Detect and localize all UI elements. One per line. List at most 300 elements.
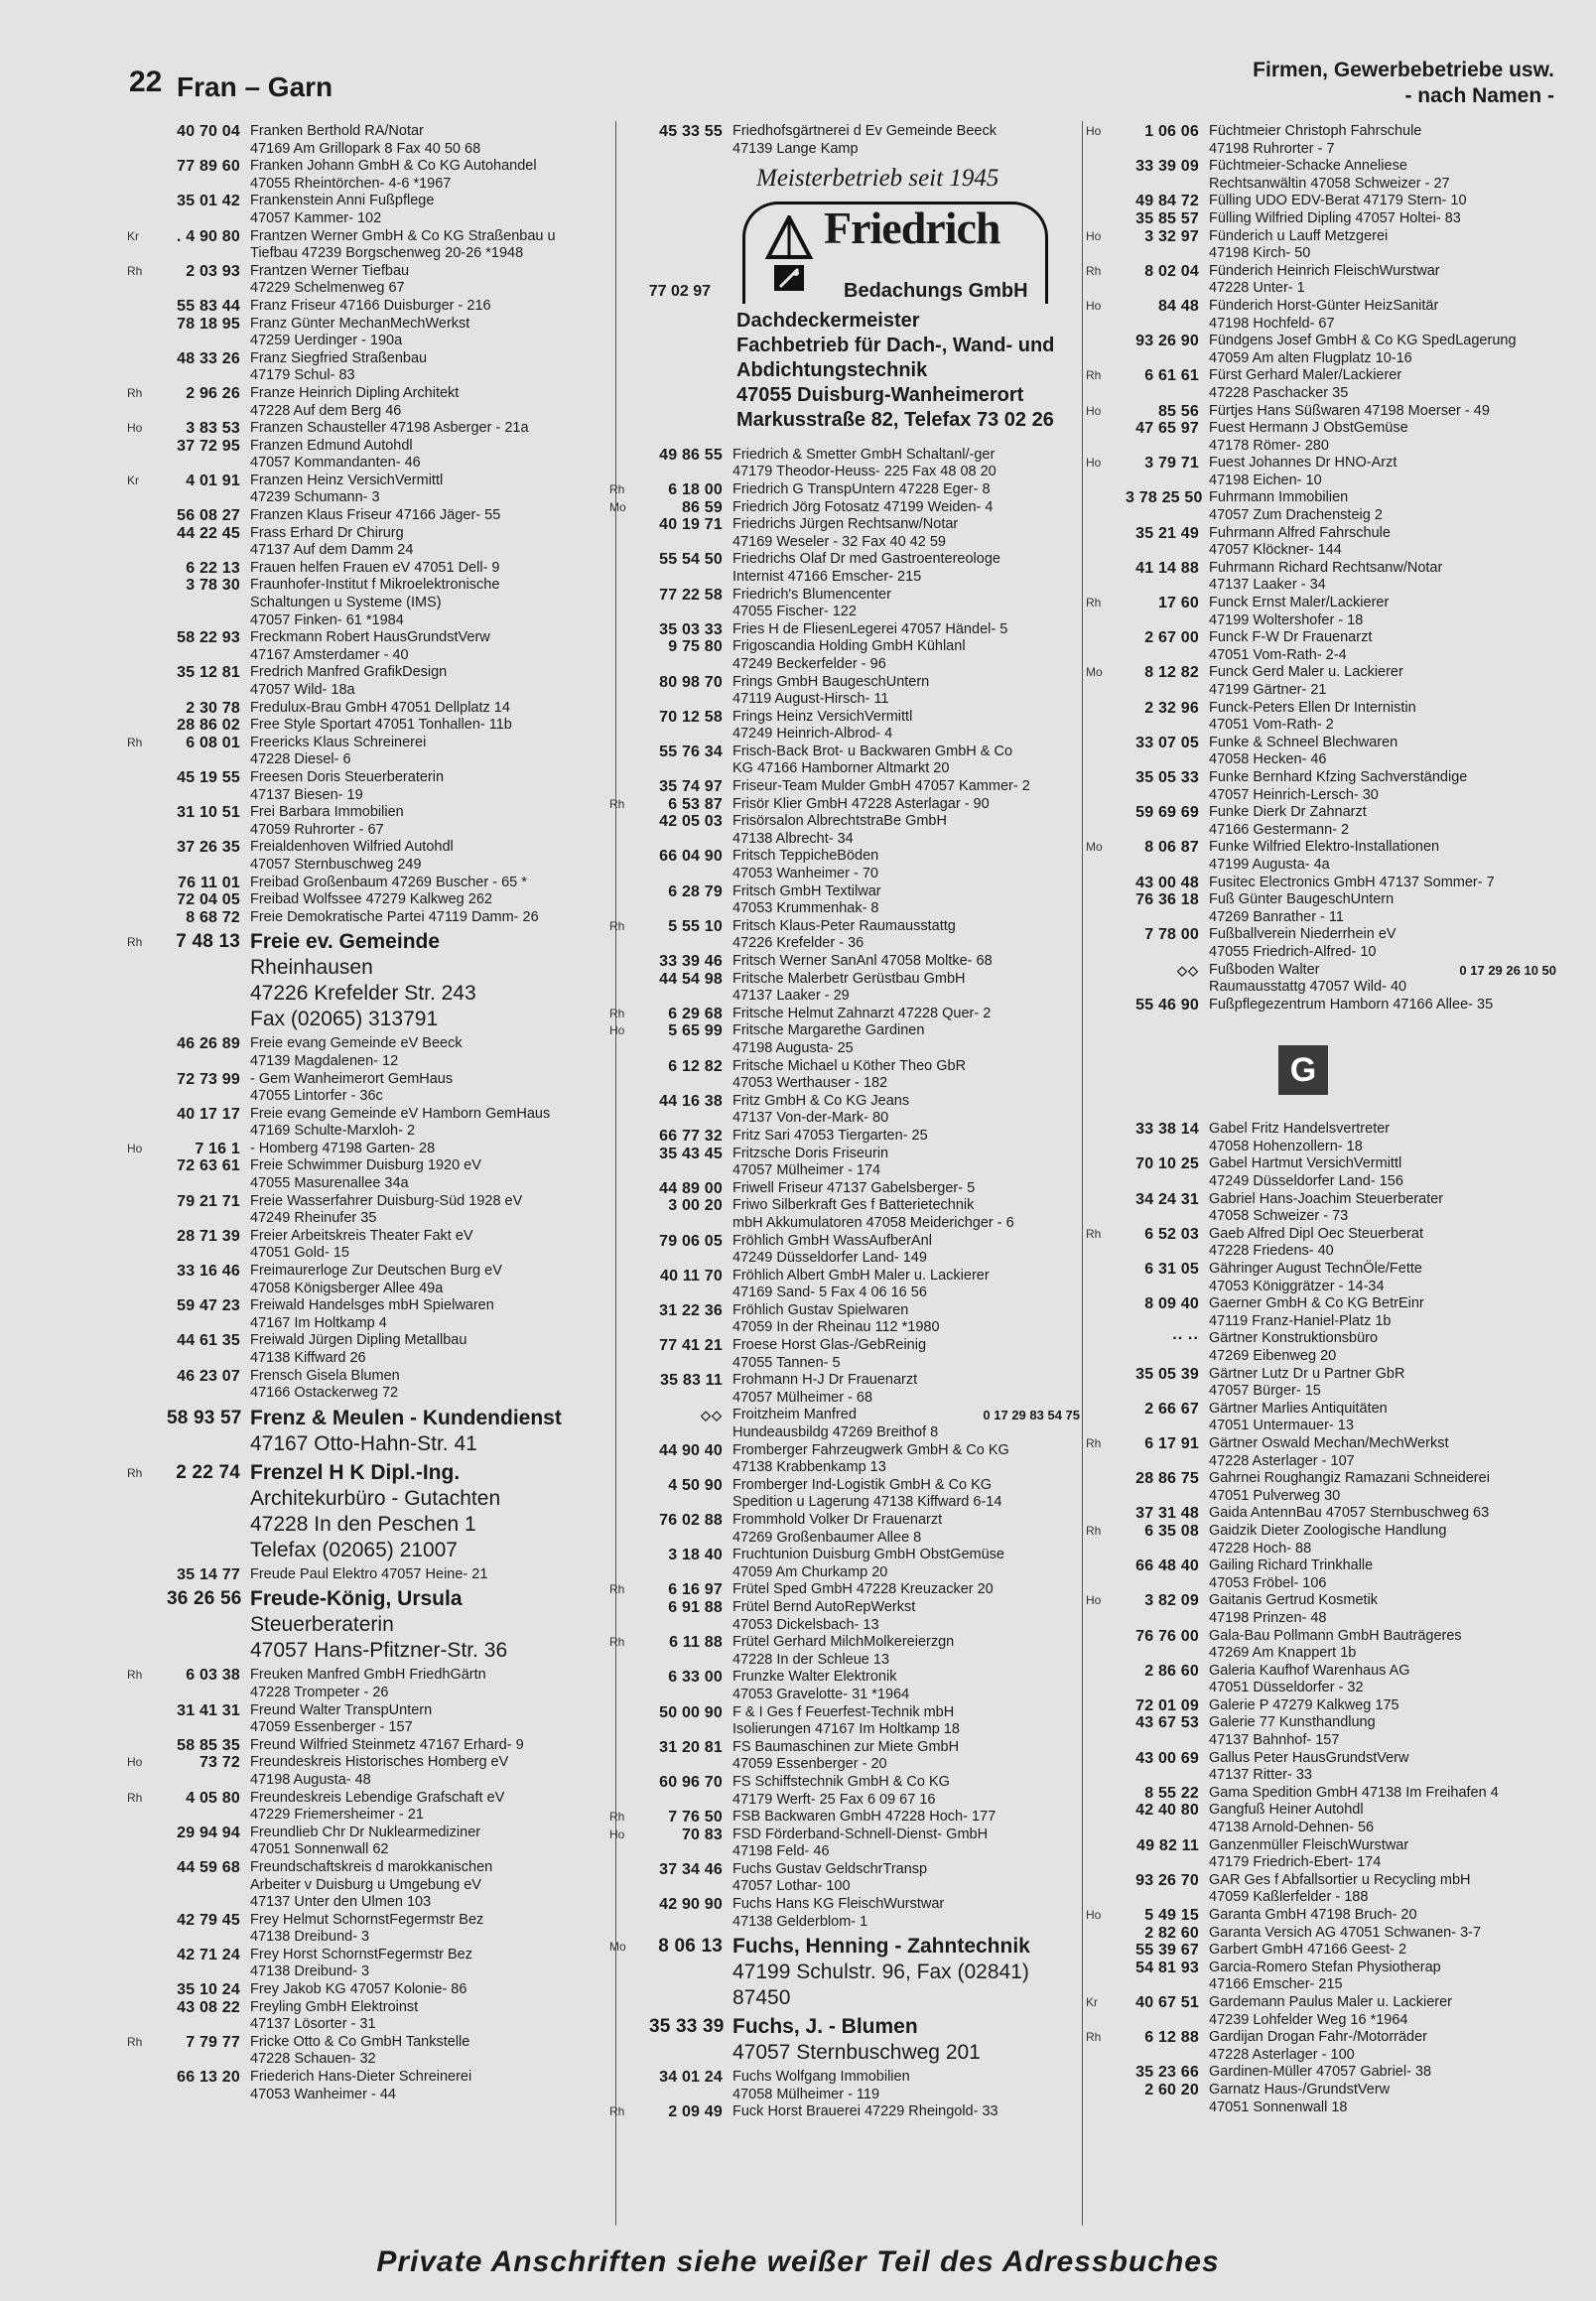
- phone-number: 2 03 93: [186, 262, 240, 280]
- entry-text: Funke Dierk Dr Zahnarzt 47166 Gestermann- 2: [1209, 804, 1367, 838]
- phone-number: 17 60: [1157, 595, 1199, 612]
- entry-text: Freundeskreis Historisches Homberg eV 47198 Augusta- 48: [250, 1754, 509, 1788]
- entry-text: Fülling Wilfried Dipling 47057 Holtei- 83: [1209, 209, 1461, 226]
- district-code: Ho: [1086, 298, 1102, 313]
- phone-number: 35 12 81: [177, 664, 240, 682]
- listing-entry: [127, 228, 609, 263]
- listing-entry: [609, 1634, 1080, 1669]
- phone-number: 42 79 45: [177, 1911, 240, 1929]
- district-code: Ho: [127, 1755, 143, 1770]
- entry-text: FSB Backwaren GmbH 47228 Hoch- 177: [732, 1809, 997, 1826]
- phone-number: 44 54 98: [659, 970, 723, 988]
- listing-entry: [127, 438, 609, 473]
- phone-number: 37 34 46: [659, 1860, 723, 1878]
- phone-number: 70 10 25: [1135, 1155, 1199, 1173]
- listing-entry: [127, 909, 609, 927]
- listing-entry: [1086, 1523, 1556, 1557]
- entry-text: Fredrich Manfred GrafikDesign 47057 Wild- 18a: [250, 664, 448, 698]
- entry-text: Friedrichs Olaf Dr med Gastroentereologe Internist 47166 Emscher- 215: [732, 551, 1000, 585]
- listing-entry: [1086, 228, 1556, 263]
- district-code: Rh: [609, 481, 625, 496]
- phone-number: 6 17 91: [1144, 1434, 1199, 1452]
- listing-entry: [1086, 1261, 1556, 1295]
- entry-text: Franzen Heinz VersichVermittl 47239 Schumann- 3: [250, 472, 444, 506]
- entry-text: Fuchs Hans KG FleischWurstwar 47138 Gelderblom- 1: [732, 1896, 945, 1930]
- entry-text: Friseur-Team Mulder GmbH 47057 Kammer- 2: [732, 778, 1030, 795]
- phone-number: 6 53 87: [668, 795, 723, 813]
- entry-text: Fricke Otto & Co GmbH Tankstelle 47228 Schauen- 32: [250, 2033, 470, 2068]
- listing-entry: [127, 1406, 609, 1457]
- phone-number: 36 26 56: [167, 1588, 242, 1610]
- listing-entry: [127, 1368, 609, 1403]
- listing-entry: [127, 1141, 609, 1158]
- entry-text: Gama Spedition GmbH 47138 Im Freihafen 4: [1209, 1784, 1499, 1801]
- phone-number: 33 39 46: [659, 953, 723, 970]
- phone-number: 3 78 30: [186, 577, 240, 595]
- entry-text: Fröhlich GmbH WassAufberAnl 47249 Düsseldorfer Land- 149: [732, 1232, 932, 1267]
- listing-entry: [1086, 1505, 1556, 1523]
- district-code: Ho: [1086, 1908, 1102, 1922]
- listing-entry: [609, 1739, 1080, 1774]
- listing-entry: [1086, 1872, 1556, 1907]
- listing-entry: [609, 1268, 1080, 1302]
- phone-number: 8 06 87: [1144, 839, 1199, 857]
- entry-text: Galerie 77 Kunsthandlung 47137 Bahnhof- 157: [1209, 1714, 1376, 1749]
- phone-number: 7 16 1: [195, 1140, 240, 1157]
- phone-number: 33 07 05: [1135, 734, 1199, 751]
- district-code: Rh: [1086, 1435, 1102, 1450]
- phone-number: 44 89 00: [659, 1179, 723, 1197]
- entry-text: Fritsche Margarethe Gardinen 47198 Augusta- 25: [732, 1022, 925, 1056]
- phone-number: 28 86 02: [177, 717, 240, 735]
- entry-text: Füchtmeier Christoph Fahrschule 47198 Ruhrorter - 7: [1209, 123, 1422, 157]
- entry-list: [127, 123, 609, 2103]
- listing-entry: [1086, 891, 1556, 926]
- phone-number: 6 91 88: [668, 1598, 723, 1616]
- entry-text: Freude Paul Elektro 47057 Heine- 21: [250, 1565, 488, 1582]
- entry-text: Gabriel Hans-Joachim Steuerberater 47058 Schweizer - 73: [1209, 1190, 1444, 1225]
- phone-number: 2 30 78: [186, 699, 240, 717]
- phone-number: 44 22 45: [177, 524, 240, 542]
- phone-number: 6 03 38: [186, 1667, 240, 1685]
- phone-number: 5 65 99: [668, 1022, 723, 1040]
- entry-text: Frey Helmut SchornstFegermstr Bez 47138 Dreibund- 3: [250, 1911, 484, 1946]
- entry-text: Fülling UDO EDV-Berat 47179 Stern- 10: [1209, 193, 1467, 209]
- phone-number: 55 46 90: [1135, 996, 1199, 1014]
- phone-number: 41 14 88: [1135, 559, 1199, 577]
- phone-number: 59 47 23: [177, 1297, 240, 1315]
- listing-entry: [127, 1332, 609, 1367]
- listing-entry: [609, 813, 1080, 848]
- listing-entry: [609, 638, 1080, 673]
- listing-entry: [1086, 1697, 1556, 1715]
- entry-text: Free Style Sportart 47051 Tonhallen- 11b: [250, 717, 512, 734]
- entry-text: Frütel Gerhard MilchMolkereierzgn 47228 In der Schleue 13: [732, 1634, 955, 1668]
- listing-entry: [127, 1790, 609, 1825]
- phone-number: 66 13 20: [177, 2069, 240, 2087]
- entry-text: Frisch-Back Brot- u Backwaren GmbH & Co KG 47166 Hamborner Altmarkt 20: [732, 743, 1013, 777]
- entry-text: Fünderich Horst-Günter HeizSanitär 47198 Hochfeld- 67: [1209, 297, 1439, 332]
- listing-entry: [127, 875, 609, 892]
- listing-entry: [1086, 158, 1556, 193]
- ad-line: Markusstraße 82, Telefax 73 02 26: [736, 408, 1054, 431]
- column-1: [127, 123, 609, 2103]
- phone-number: 72 73 99: [177, 1070, 240, 1088]
- phone-number: 49 84 72: [1135, 193, 1199, 210]
- listing-entry: [609, 2014, 1080, 2066]
- phone-number: 79 06 05: [659, 1232, 723, 1250]
- listing-entry: [1086, 1663, 1556, 1697]
- phone-number: 58 22 93: [177, 629, 240, 647]
- entry-text: Freckmann Robert HausGrundstVerw 47167 Amsterdamer - 40: [250, 629, 490, 663]
- listing-entry: [609, 883, 1080, 918]
- listing-entry: [609, 1022, 1080, 1057]
- entry-text: Fusitec Electronics GmbH 47137 Sommer- 7: [1209, 874, 1495, 890]
- listing-entry: [609, 1407, 1080, 1441]
- section-title: [1253, 58, 1554, 109]
- phone-number: 3 82 09: [1144, 1592, 1199, 1610]
- listing-entry: [1086, 629, 1556, 664]
- entry-text: Frass Erhard Dr Chirurg 47137 Auf dem Damm 24: [250, 524, 414, 559]
- entry-text: Gärtner Marlies Antiquitäten 47051 Untermauer- 13: [1209, 1400, 1388, 1434]
- phone-number: 3 83 53: [186, 420, 240, 438]
- entry-text: Freund Walter TranspUntern 47059 Essenberger - 157: [250, 1701, 433, 1736]
- phone-number: 8 06 13: [658, 1936, 723, 1958]
- listing-entry: [609, 123, 1080, 158]
- phone-number: 55 76 34: [659, 743, 723, 760]
- entry-text: Frütel Bernd AutoRepWerkst 47053 Dickelsbach- 13: [732, 1598, 916, 1633]
- listing-entry: [127, 560, 609, 578]
- listing-entry: [1086, 735, 1556, 769]
- listing-entry: [1086, 1785, 1556, 1803]
- entry-text: Frenz & Meulen - Kundendienst 47167 Otto-Hahn-Str. 41: [250, 1406, 562, 1455]
- phone-number: . 4 90 80: [176, 227, 240, 245]
- phone-number: 6 08 01: [186, 734, 240, 751]
- listing-entry: [609, 1827, 1080, 1861]
- listing-entry: [609, 1599, 1080, 1634]
- phone-number: 40 19 71: [659, 516, 723, 534]
- entry-text: Freund Wilfried Steinmetz 47167 Erhard- 9: [250, 1736, 524, 1753]
- entry-text: Freyling GmbH Elektroinst 47137 Lösorter - 31: [250, 1998, 419, 2033]
- entry-text: Freier Arbeitskreis Theater Fakt eV 47051 Gold- 15: [250, 1227, 473, 1262]
- entry-text: Freiwald Jürgen Dipling Metallbau 47138 Kiffward 26: [250, 1332, 467, 1366]
- entry-text: Freie evang Gemeinde eV Hamborn GemHaus 47169 Schulte-Marxloh- 2: [250, 1105, 551, 1140]
- entry-text: Franken Berthold RA/Notar 47169 Am Grillopark 8 Fax 40 50 68: [250, 123, 481, 157]
- entry-text: Gardinen-Müller 47057 Gabriel- 38: [1209, 2064, 1432, 2081]
- listing-entry: [609, 1547, 1080, 1581]
- phone-number: 86 59: [681, 498, 723, 516]
- phone-number: 70 12 58: [659, 708, 723, 726]
- listing-entry: [127, 1754, 609, 1789]
- ad-line: Dachdeckermeister: [736, 309, 920, 332]
- district-code: Mo: [1086, 840, 1103, 855]
- listing-entry: [1086, 1925, 1556, 1943]
- phone-number: 44 90 40: [659, 1441, 723, 1459]
- listing-entry: [127, 1460, 609, 1563]
- entry-text: Fürst Gerhard Maler/Lackierer 47228 Paschacker 35: [1209, 367, 1402, 401]
- district-code: Rh: [1086, 2030, 1102, 2045]
- phone-number: 3 79 71: [1144, 455, 1199, 473]
- district-code: Rh: [609, 1635, 625, 1650]
- listing-entry: [127, 1263, 609, 1297]
- phone-number: 1 06 06: [1144, 123, 1199, 140]
- entry-text: - Homberg 47198 Garten- 28: [250, 1140, 436, 1156]
- listing-entry: [1086, 1557, 1556, 1592]
- entry-text: Fuest Hermann J ObstGemüse 47178 Römer- 280: [1209, 420, 1408, 454]
- entry-text: Frunzke Walter Elektronik 47053 Gravelotte- 31 *1964: [732, 1669, 910, 1702]
- phone-number: ·· ··: [1172, 1330, 1199, 1348]
- entry-text: Gärtner Lutz Dr u Partner GbR 47057 Bürger- 15: [1209, 1365, 1405, 1400]
- listing-entry: [127, 1228, 609, 1263]
- entry-text: Fündgens Josef GmbH & Co KG SpedLagerung 47059 Am alten Flugplatz 10-16: [1209, 333, 1517, 366]
- listing-entry: [609, 953, 1080, 971]
- listing-entry: [1086, 1592, 1556, 1627]
- listing-entry: [1086, 1942, 1556, 1960]
- phone-number: 31 20 81: [659, 1738, 723, 1756]
- listing-entry: [1086, 769, 1556, 804]
- phone-number: 7 76 50: [668, 1809, 723, 1827]
- listing-entry: [1086, 1121, 1556, 1155]
- ad-subtitle: Bedachungs GmbH: [844, 280, 1028, 303]
- phone-number: 45 19 55: [177, 768, 240, 786]
- entry-text: Fuß Günter BaugeschUntern 47269 Banrather - 11: [1209, 891, 1395, 925]
- phone-number: 29 94 94: [177, 1824, 240, 1841]
- entry-text: Fuhrmann Immobilien 47057 Zum Drachensteig 2: [1209, 489, 1383, 524]
- phone-number: 37 72 95: [177, 437, 240, 455]
- listing-entry: [127, 473, 609, 507]
- listing-entry: [1086, 1435, 1556, 1470]
- phone-number: 77 89 60: [177, 158, 240, 176]
- listing-entry: [609, 1180, 1080, 1198]
- listing-entry: [1086, 700, 1556, 735]
- phone-number: 78 18 95: [177, 315, 240, 333]
- listing-entry: [609, 1896, 1080, 1931]
- district-code: Ho: [1086, 228, 1102, 243]
- phone-number: 40 17 17: [177, 1105, 240, 1123]
- phone-number: 80 98 70: [659, 673, 723, 691]
- listing-entry: [609, 447, 1080, 481]
- entry-list: [1086, 123, 1556, 1014]
- listing-entry: [609, 778, 1080, 796]
- phone-number: 35 14 77: [177, 1565, 240, 1583]
- listing-entry: [1086, 525, 1556, 560]
- district-code: Rh: [127, 735, 143, 749]
- district-code: Rh: [609, 1810, 625, 1825]
- entry-text: Fuhrmann Richard Rechtsanw/Notar 47137 Laaker - 34: [1209, 559, 1443, 594]
- district-code: Rh: [127, 385, 143, 400]
- listing-entry: [609, 1477, 1080, 1512]
- column-divider: [1082, 121, 1083, 2226]
- listing-entry: [1086, 193, 1556, 210]
- phone-number: 5 55 10: [668, 917, 723, 935]
- listing-entry: [1086, 1401, 1556, 1435]
- listing-entry: [127, 1859, 609, 1912]
- entry-text: Fritsche Helmut Zahnarzt 47228 Quer- 2: [732, 1005, 992, 1021]
- phone-number: 43 08 22: [177, 1998, 240, 2016]
- phone-number: 6 28 79: [668, 882, 723, 900]
- listing-entry: [127, 420, 609, 438]
- entry-list: [609, 123, 1080, 158]
- entry-text: Fuchs, Henning - Zahntechnik 47199 Schulstr. 96, Fax (02841) 87450: [732, 1935, 1030, 2010]
- listing-entry: [1086, 455, 1556, 489]
- entry-text: Frantzen Werner GmbH & Co KG Straßenbau u Tiefbau 47239 Borgschenweg 20-26 *1948: [250, 227, 556, 262]
- ad-brand: Friedrich: [824, 203, 1000, 254]
- listing-entry: [127, 839, 609, 874]
- phone-number: 6 11 88: [669, 1634, 723, 1652]
- ad-slogan: Meisterbetrieb seit 1945: [756, 165, 999, 193]
- district-code: Ho: [1086, 124, 1102, 138]
- phone-number: 2 66 67: [1144, 1400, 1199, 1418]
- entry-text: Freundeskreis Lebendige Grafschaft eV 47229 Friemersheimer - 21: [250, 1789, 505, 1824]
- phone-number: 79 21 71: [177, 1192, 240, 1210]
- entry-text: Garanta Versich AG 47051 Schwanen- 3-7: [1209, 1924, 1482, 1941]
- ad-line: 47055 Duisburg-Wanheimerort: [736, 383, 1024, 406]
- district-code: Rh: [609, 796, 625, 811]
- listing-entry: [1086, 1330, 1556, 1365]
- listing-entry: [127, 804, 609, 839]
- phone-number: 33 38 14: [1135, 1121, 1199, 1139]
- phone-number: 6 16 97: [668, 1581, 723, 1599]
- entry-text: Fritzsche Doris Friseurin 47057 Mülheimer - 174: [732, 1145, 889, 1179]
- phone-number: 49 86 55: [659, 446, 723, 464]
- district-code: Rh: [127, 2034, 143, 2049]
- entry-text: Franz Günter MechanMechWerkst 47259 Uerdinger - 190a: [250, 315, 470, 349]
- entry-text: Fries H de FliesenLegerei 47057 Händel- 5: [732, 620, 1008, 637]
- phone-number: 55 83 44: [177, 297, 240, 315]
- listing-entry: [609, 2069, 1080, 2103]
- entry-text: - Gem Wanheimerort GemHaus 47055 Lintorfer - 36c: [250, 1070, 454, 1105]
- listing-entry: [127, 1667, 609, 1701]
- listing-entry: [1086, 664, 1556, 699]
- listing-entry: [609, 1093, 1080, 1128]
- phone-number: 31 10 51: [177, 804, 240, 822]
- listing-entry: [127, 891, 609, 909]
- entry-text: Franzen Edmund Autohdl 47057 Kommandanten- 46: [250, 437, 421, 472]
- entry-text: Frisör Klier GmbH 47228 Asterlagar - 90: [732, 795, 990, 812]
- listing-entry: [609, 1934, 1080, 2011]
- entry-text: Gärtner Oswald Mechan/MechWerkst 47228 Asterlager - 107: [1209, 1434, 1449, 1469]
- listing-entry: [609, 1197, 1080, 1232]
- phone-number: 47 65 97: [1135, 420, 1199, 438]
- phone-number: 42 71 24: [177, 1946, 240, 1963]
- listing-entry: [609, 1337, 1080, 1372]
- phone-number: 50 00 90: [659, 1703, 723, 1721]
- district-code: Rh: [609, 918, 625, 933]
- entry-text: Freesen Doris Steuerberaterin 47137 Biesen- 19: [250, 768, 445, 803]
- listing-entry: [127, 2069, 609, 2103]
- listing-entry: [127, 1106, 609, 1141]
- listing-entry: [609, 1233, 1080, 1268]
- listing-entry: [127, 263, 609, 298]
- phone-number: 93 26 70: [1135, 1871, 1199, 1889]
- listing-entry: [1086, 1155, 1556, 1190]
- mobile-number: 0 17 29 26 10 50: [1459, 962, 1556, 978]
- listing-entry: [609, 1006, 1080, 1023]
- footer-note: Private Anschriften siehe weißer Teil des Adressbuches: [376, 2245, 1220, 2278]
- entry-text: Frei Barbara Immobilien 47059 Ruhrorter - 67: [250, 804, 404, 838]
- listing-entry: [609, 971, 1080, 1006]
- phone-number: 40 11 70: [660, 1267, 723, 1285]
- entry-text: Gaitanis Gertrud Kosmetik 47198 Prinzen- 48: [1209, 1592, 1379, 1626]
- phone-number: 2 60 20: [1144, 2081, 1199, 2098]
- entry-text: Freimaurerloge Zur Deutschen Burg eV 47058 Königsberger Allee 49a: [250, 1263, 502, 1296]
- district-code: Rh: [1086, 368, 1102, 383]
- phone-number: 8 68 72: [186, 908, 240, 926]
- district-code: Rh: [1086, 1523, 1102, 1538]
- phone-number: 66 77 32: [659, 1127, 723, 1145]
- district-code: Ho: [1086, 456, 1102, 471]
- phone-number: 58 85 35: [177, 1736, 240, 1754]
- listing-entry: [609, 796, 1080, 814]
- entry-text: Fritsch Werner SanAnl 47058 Moltke- 68: [732, 953, 993, 969]
- listing-entry: [127, 664, 609, 699]
- district-code: Rh: [609, 1582, 625, 1597]
- phone-number: 35 01 42: [177, 193, 240, 210]
- entry-text: Franz Friseur 47166 Duisburger - 216: [250, 297, 491, 314]
- entry-text: Friwell Friseur 47137 Gabelsberger- 5: [732, 1179, 976, 1196]
- listing-entry: [127, 298, 609, 316]
- phone-number: 8 55 22: [1144, 1784, 1199, 1802]
- listing-entry: [609, 1512, 1080, 1547]
- entry-text: Freude-König, Ursula Steuerberaterin 47057 Hans-Pfitzner-Str. 36: [250, 1587, 508, 1663]
- phone-number: 6 29 68: [668, 1005, 723, 1022]
- listing-entry: [609, 1581, 1080, 1599]
- listing-entry: [609, 499, 1080, 517]
- entry-text: Gärtner Konstruktionsbüro 47269 Eibenweg 20: [1209, 1330, 1379, 1364]
- district-code: Ho: [1086, 1593, 1102, 1608]
- entry-text: Gaidzik Dieter Zoologische Handlung 47228 Hoch- 88: [1209, 1522, 1447, 1557]
- listing-entry: [1086, 962, 1556, 997]
- listing-entry: [127, 629, 609, 664]
- phone-number: 70 83: [681, 1826, 723, 1843]
- listing-entry: [609, 1302, 1080, 1337]
- listing-entry: [1086, 1366, 1556, 1401]
- listing-entry: [609, 848, 1080, 882]
- phone-number: 4 50 90: [668, 1476, 723, 1494]
- phone-number: 44 16 38: [659, 1092, 723, 1110]
- entry-text: Fürtjes Hans Süßwaren 47198 Moerser - 49: [1209, 402, 1490, 419]
- entry-text: Fritsch Klaus-Peter Raumausstattg 47226 Krefelder - 36: [732, 917, 956, 952]
- listing-entry: [1086, 1628, 1556, 1663]
- phone-number: 8 12 82: [1144, 664, 1199, 682]
- listing-entry: [1086, 489, 1556, 524]
- ad-phone-number: 77 02 97: [648, 283, 711, 301]
- entry-text: Freuken Manfred GmbH FriedhGärtn 47228 Trompeter - 26: [250, 1667, 486, 1700]
- phone-number: 55 54 50: [659, 551, 723, 569]
- district-code: Rh: [1086, 596, 1102, 610]
- listing-entry: [609, 1442, 1080, 1477]
- phone-number: 72 04 05: [177, 891, 240, 909]
- entry-text: Füchtmeier-Schacke Anneliese Rechtsanwältin 47058 Schweizer - 27: [1209, 158, 1450, 192]
- entry-text: Gaeb Alfred Dipl Oec Steuerberat 47228 Friedens- 40: [1209, 1225, 1424, 1260]
- entry-text: Garnatz Haus-/GrundstVerw 47051 Sonnenwall 18: [1209, 2081, 1391, 2115]
- phone-number: 45 33 55: [659, 123, 723, 140]
- ad-line: Abdichtungstechnik: [736, 358, 928, 381]
- entry-text: Frings GmbH BaugeschUntern 47119 August-Hirsch- 11: [732, 673, 930, 708]
- phone-number: 7 48 13: [176, 931, 240, 953]
- phone-number: 35 21 49: [1135, 524, 1199, 542]
- entry-text: Fuhrmann Alfred Fahrschule 47057 Klöckner- 144: [1209, 524, 1391, 559]
- listing-entry: [1086, 1714, 1556, 1749]
- phone-number: 35 23 66: [1135, 2064, 1199, 2082]
- mobile-phone-icon: ◇◇: [701, 1408, 723, 1423]
- phone-number: 2 22 74: [176, 1461, 240, 1483]
- phone-number: 43 67 53: [1135, 1714, 1199, 1732]
- entry-text: Funck F-W Dr Frauenarzt 47051 Vom-Rath- 2-4: [1209, 629, 1373, 663]
- phone-number: 34 24 31: [1135, 1190, 1199, 1208]
- phone-number: 8 09 40: [1144, 1295, 1199, 1313]
- listing-entry: [127, 1702, 609, 1737]
